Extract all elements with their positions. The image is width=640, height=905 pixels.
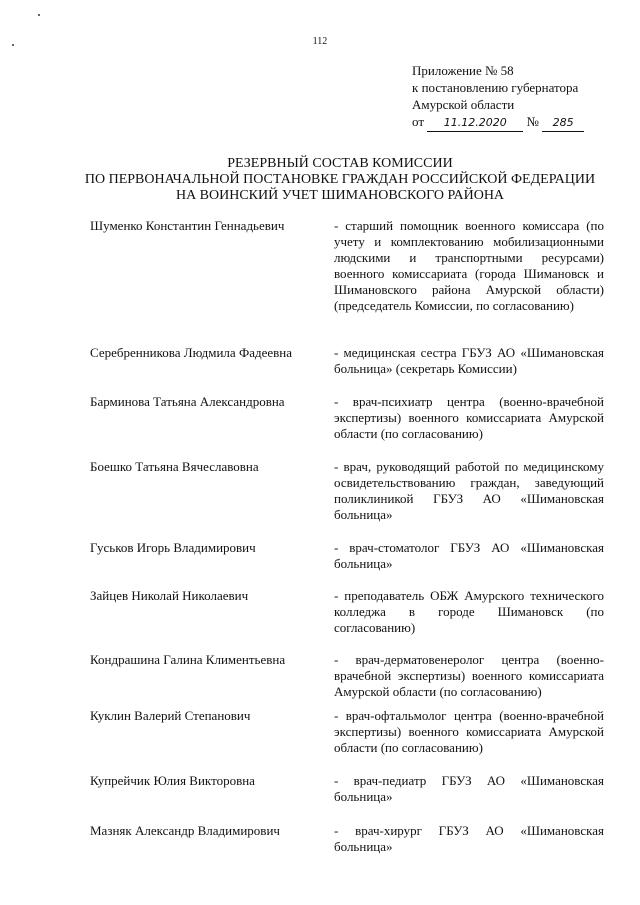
member-name: Гуськов Игорь Владимирович xyxy=(90,540,256,555)
member-role: - медицинская сестра ГБУЗ АО «Шимановская больница» (секретарь Комиссии) xyxy=(334,345,604,376)
member-role: - старший помощник военного комиссара (по учету и комплектованию мобилизационными людскими и транспортными ресурсами) военного комиссариата (города Шимановск и Шимановского района Амурской области) (председатель Комиссии, по согласованию) xyxy=(334,218,604,313)
member-role: - врач-педиатр ГБУЗ АО «Шимановская больница» xyxy=(334,773,604,804)
appendix-block xyxy=(412,62,584,132)
member-name: Купрейчик Юлия Викторовна xyxy=(90,773,255,788)
member-role: - преподаватель ОБЖ Амурского технического колледжа в городе Шимановск (по согласованию) xyxy=(334,588,604,635)
member-role: - врач-хирург ГБУЗ АО «Шимановская больница» xyxy=(334,823,604,854)
member-name: Зайцев Николай Николаевич xyxy=(90,588,249,603)
handwritten-date: 11.12.2020 xyxy=(427,114,523,132)
member-name: Барминова Татьяна Александровна xyxy=(90,394,285,409)
member-role: - врач-стоматолог ГБУЗ АО «Шимановская больница» xyxy=(334,540,604,571)
number-prefix: № xyxy=(526,114,539,129)
member-name: Кондрашина Галина Климентьевна xyxy=(90,652,286,667)
member-name: Мазняк Александр Владимирович xyxy=(90,823,280,838)
member-role: - врач-офтальмолог центра (военно-врачебной экспертизы) военного комиссариата Амурской области (по согласованию) xyxy=(334,708,604,755)
date-prefix: от xyxy=(412,114,425,129)
member-name: Боешко Татьяна Вячеславовна xyxy=(90,459,259,474)
appendix-line-1: Приложение № 58 xyxy=(412,63,514,78)
handwritten-number: 285 xyxy=(542,114,584,132)
page-number: 112 xyxy=(312,36,328,47)
appendix-line-2: к постановлению губернатора xyxy=(412,80,579,95)
member-role: - врач-дерматовенеролог центра (военно-врачебной экспертизы) военного комиссариата Амурской области (по согласованию) xyxy=(334,652,604,699)
appendix-line-3: Амурской области xyxy=(412,97,515,112)
appendix-date-line xyxy=(412,113,584,132)
member-role: - врач, руководящий работой по медицинскому освидетельствованию граждан, заведующий поликлиникой ГБУЗ АО «Шимановская больница» xyxy=(334,459,604,522)
title-line-2: ПО ПЕРВОНАЧАЛЬНОЙ ПОСТАНОВКЕ ГРАЖДАН РОССИЙСКОЙ ФЕДЕРАЦИИ xyxy=(84,172,596,187)
member-name: Куклин Валерий Степанович xyxy=(90,708,251,723)
scan-dot-top xyxy=(38,14,40,16)
title-line-1: РЕЗЕРВНЫЙ СОСТАВ КОМИССИИ xyxy=(227,156,453,171)
title-line-3: НА ВОИНСКИЙ УЧЕТ ШИМАНОВСКОГО РАЙОНА xyxy=(175,188,505,203)
member-name: Шуменко Константин Геннадьевич xyxy=(90,218,285,233)
member-name: Серебренникова Людмила Фадеевна xyxy=(90,345,293,360)
document-title xyxy=(60,156,620,204)
member-role: - врач-психиатр центра (военно-врачебной экспертизы) военного комиссариата Амурской области (по согласованию) xyxy=(334,394,604,441)
